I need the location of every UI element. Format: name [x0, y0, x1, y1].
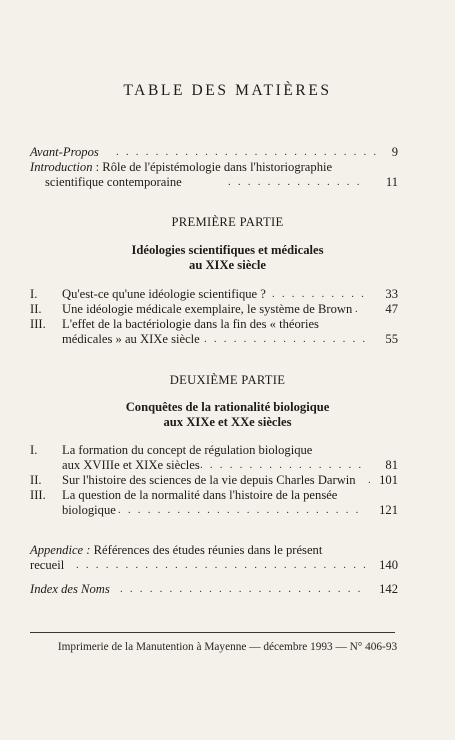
dot-leader — [368, 473, 372, 488]
toc-entry[interactable] — [0, 302, 455, 317]
page-number: 55 — [385, 332, 398, 346]
toc-entry-label: Introduction — [30, 160, 93, 174]
page-number: 9 — [391, 145, 398, 159]
toc-entry-label: Avant-Propos — [30, 145, 99, 159]
section-title-line1: Idéologies scientifiques et médicales — [131, 243, 324, 257]
toc-entry-text: La formation du concept de régulation biologique — [62, 443, 313, 457]
toc-entry[interactable] — [0, 287, 455, 302]
page-number: 140 — [379, 558, 398, 572]
dot-leader — [76, 558, 366, 573]
toc-entry-text: L'effet de la bactériologie dans la fin des « théories — [62, 317, 319, 331]
toc-entry-appendice-cont — [0, 558, 455, 573]
toc-entry-text — [30, 543, 322, 558]
toc-entry-introduction[interactable] — [0, 160, 455, 175]
dot-leader — [116, 145, 381, 160]
page-number: 142 — [379, 582, 398, 596]
part-title: PREMIÈRE PARTIE — [171, 215, 284, 229]
colophon: Imprimerie de la Manutention à Mayenne — décembre 1993 — N° 406-93 — [57, 641, 398, 653]
toc-entry[interactable] — [0, 473, 455, 488]
chapter-number: III. — [30, 488, 46, 502]
page-title: TABLE DES MATIÈRES — [123, 82, 332, 99]
page-number: 47 — [385, 302, 398, 316]
page-number: 11 — [385, 175, 398, 189]
toc-entry-text-line1: Références des études réunies dans le présent — [90, 543, 323, 557]
dot-leader — [228, 175, 367, 190]
toc-entry[interactable] — [0, 317, 455, 332]
toc-entry-cont — [0, 458, 455, 473]
toc-entry[interactable] — [0, 488, 455, 503]
toc-entry-text-line2: aux XVIIIe et XIXe siècles — [62, 458, 200, 472]
toc-entry-text: Qu'est-ce qu'une idéologie scientifique ? — [62, 287, 266, 301]
dot-leader — [355, 302, 365, 317]
toc-entry-text-line2: recueil — [30, 558, 65, 572]
page-number: 101 — [379, 473, 398, 487]
dot-leader — [118, 503, 362, 518]
toc-entry-appendice[interactable] — [0, 543, 455, 558]
dot-leader — [120, 582, 365, 597]
toc-entry-text — [30, 160, 332, 175]
section-title-line2: au XIXe siècle — [189, 258, 266, 272]
toc-entry-cont — [0, 332, 455, 347]
toc-entry-text-line2: scientifique contemporaine — [45, 175, 182, 189]
page-number: 33 — [385, 287, 398, 301]
toc-entry-text: La question de la normalité dans l'histoire de la pensée — [62, 488, 338, 502]
dot-leader — [204, 332, 367, 347]
toc-entry-index[interactable] — [0, 582, 455, 597]
toc-entry-text-line2: médicales » au XIXe siècle — [62, 332, 200, 346]
toc-entry-text: Sur l'histoire des sciences de la vie depuis Charles Darwin — [62, 473, 356, 487]
chapter-number: I. — [30, 287, 38, 301]
page-number: 81 — [385, 458, 398, 472]
toc-entry-introduction-cont — [0, 175, 455, 190]
toc-entry-cont — [0, 503, 455, 518]
divider-rule — [30, 632, 395, 633]
dot-leader — [200, 458, 363, 473]
toc-entry[interactable] — [0, 443, 455, 458]
dot-leader — [272, 287, 364, 302]
part-title: DEUXIÈME PARTIE — [169, 373, 286, 387]
chapter-number: II. — [30, 302, 42, 316]
page-number: 121 — [379, 503, 398, 517]
toc-entry-label: Index des Noms — [30, 582, 110, 596]
section-title-line2: aux XIXe et XXe siècles — [163, 415, 292, 429]
toc-entry-text-line1: : Rôle de l'épistémologie dans l'historiographie — [92, 160, 333, 174]
chapter-number: I. — [30, 443, 38, 457]
toc-entry-text: Une idéologie médicale exemplaire, le système de Brown — [62, 302, 353, 316]
chapter-number: III. — [30, 317, 46, 331]
chapter-number: II. — [30, 473, 42, 487]
section-title-line1: Conquêtes de la rationalité biologique — [125, 400, 330, 414]
toc-entry-label: Appendice : — [30, 543, 91, 557]
toc-entry-avant-propos[interactable] — [0, 145, 455, 160]
toc-entry-text-line2: biologique — [62, 503, 116, 517]
